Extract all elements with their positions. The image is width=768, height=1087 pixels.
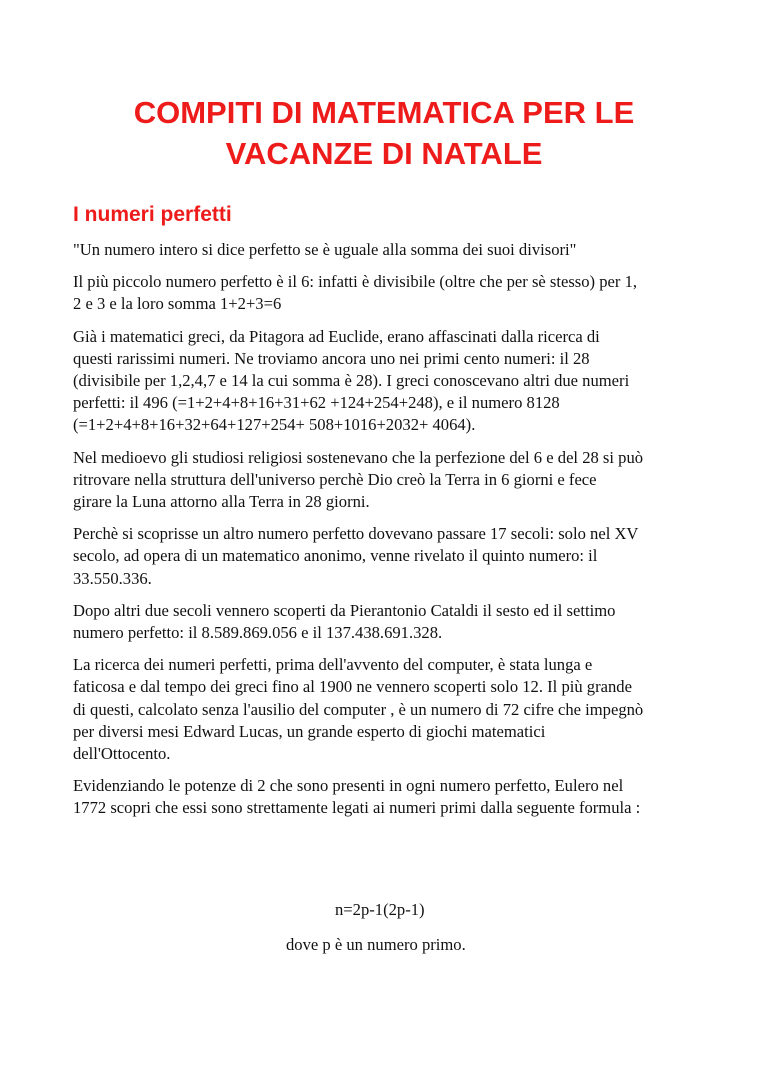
text-line: (divisibile per 1,2,4,7 e 14 la cui somma è 28). I greci conoscevano altri due numeri (73, 371, 630, 391)
text-line: girare la Luna attorno alla Terra in 28 giorni. (73, 492, 370, 512)
paragraph-smallest-perfect (73, 271, 713, 315)
text-line: dell'Ottocento. (73, 744, 171, 764)
text-line: 1772 scopri che essi sono strettamente legati ai numeri primi dalla seguente formula : (73, 798, 641, 818)
text-line: 33.550.336. (73, 568, 152, 588)
paragraph-fifth-number (73, 523, 713, 590)
text-line: Evidenziando le potenze di 2 che sono presenti in ogni numero perfetto, Eulero nel (73, 776, 624, 796)
euler-formula: n=2p-1(2p-1) (335, 900, 425, 919)
page-title (40, 92, 728, 174)
text-line: perfetti: il 496 (=1+2+4+8+16+31+62 +124+254+248), e il numero 8128 (73, 393, 560, 413)
text-line: secolo, ad opera di un matematico anonimo, venne rivelato il quinto numero: il (73, 546, 598, 566)
text-line: Il più piccolo numero perfetto è il 6: infatti è divisibile (oltre che per sè stesso) per 1, (73, 272, 638, 292)
text-line: numero perfetto: il 8.589.869.056 e il 137.438.691.328. (73, 623, 443, 643)
text-line: di questi, calcolato senza l'ausilio del computer , è un numero di 72 cifre che impegnò (73, 699, 644, 719)
paragraph-definition (73, 239, 713, 261)
title-line-2: VACANZE DI NATALE (225, 136, 543, 171)
paragraph-greeks (73, 326, 713, 437)
text-line: faticosa e dal tempo dei greci fino al 1900 ne vennero scoperti solo 12. Il più grande (73, 677, 632, 697)
text-line: "Un numero intero si dice perfetto se è uguale alla somma dei suoi divisori" (73, 240, 577, 259)
paragraph-euler (73, 775, 713, 819)
text-line: 2 e 3 e la loro somma 1+2+3=6 (73, 294, 282, 314)
text-line: questi rarissimi numeri. Ne troviamo ancora uno nei primi cento numeri: il 28 (73, 348, 590, 368)
text-line: La ricerca dei numeri perfetti, prima dell'avvento del computer, è stata lunga e (73, 655, 593, 675)
paragraph-middle-ages (73, 447, 713, 514)
section-heading: I numeri perfetti (73, 203, 232, 226)
body-text (73, 239, 713, 954)
formula-note: dove p è un numero primo. (286, 935, 466, 954)
title-line-1: COMPITI DI MATEMATICA PER LE (133, 95, 635, 130)
text-line: Già i matematici greci, da Pitagora ad Euclide, erano affascinati dalla ricerca di (73, 326, 600, 346)
text-line: Perchè si scoprisse un altro numero perfetto dovevano passare 17 secoli: solo nel XV (73, 524, 639, 544)
text-line: Dopo altri due secoli vennero scoperti da Pierantonio Cataldi il sesto ed il settimo (73, 600, 616, 620)
paragraph-search (73, 654, 713, 765)
text-line: (=1+2+4+8+16+32+64+127+254+ 508+1016+2032+ 4064). (73, 415, 476, 435)
paragraph-cataldi (73, 600, 713, 644)
text-line: Nel medioevo gli studiosi religiosi sostenevano che la perfezione del 6 e del 28 si può (73, 447, 644, 467)
text-line: per diversi mesi Edward Lucas, un grande esperto di giochi matematici (73, 721, 546, 741)
text-line: ritrovare nella struttura dell'universo perchè Dio creò la Terra in 6 giorni e fece (73, 469, 597, 489)
